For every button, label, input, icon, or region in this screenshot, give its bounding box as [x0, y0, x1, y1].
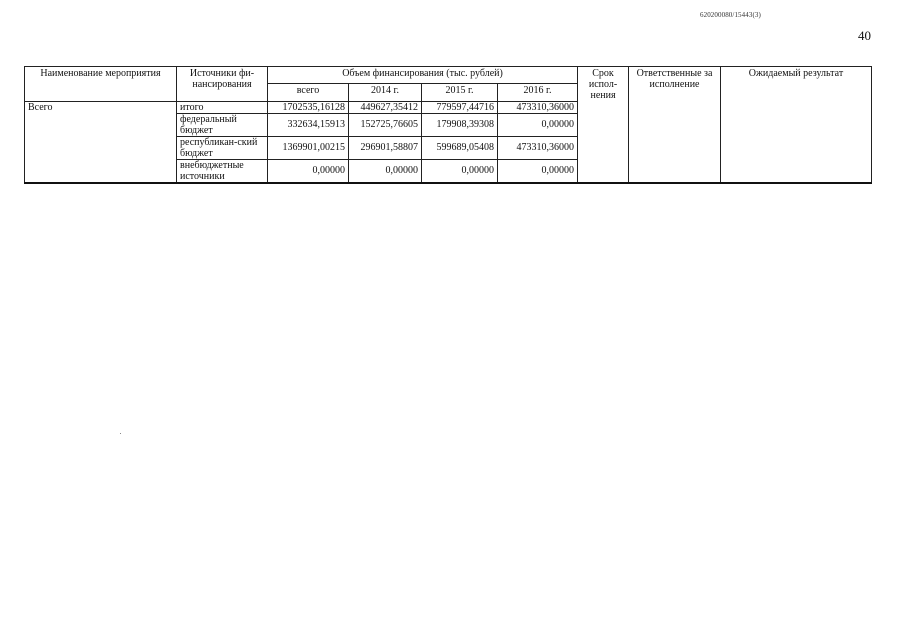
document-code: 620200080/15443(3)	[700, 11, 761, 19]
table-row	[25, 101, 872, 113]
scan-speck	[120, 433, 121, 434]
header-expected-result: Ожидаемый результат	[721, 67, 872, 102]
deadline-cell	[578, 101, 629, 183]
y2016-cell: 0,00000	[498, 159, 578, 183]
y2015-cell: 779597,44716	[422, 101, 498, 113]
source-cell: федеральный бюджет	[177, 113, 268, 136]
responsible-cell	[629, 101, 721, 183]
y2015-cell: 0,00000	[422, 159, 498, 183]
y2016-cell: 473310,36000	[498, 136, 578, 159]
y2015-cell: 179908,39308	[422, 113, 498, 136]
y2014-cell: 449627,35412	[349, 101, 422, 113]
total-cell: 0,00000	[268, 159, 349, 183]
total-cell: 1369901,00215	[268, 136, 349, 159]
header-event-name: Наименование мероприятия	[25, 67, 177, 102]
event-name-cell: Всего	[25, 101, 177, 183]
header-2016: 2016 г.	[498, 84, 578, 101]
y2015-cell: 599689,05408	[422, 136, 498, 159]
financing-table	[24, 66, 872, 184]
y2014-cell: 296901,58807	[349, 136, 422, 159]
y2016-cell: 473310,36000	[498, 101, 578, 113]
page-number: 40	[858, 28, 871, 43]
header-row-1	[25, 67, 872, 84]
header-deadline: Срок испол-нения	[578, 67, 629, 102]
header-volume: Объем финансирования (тыс. рублей)	[268, 67, 578, 84]
header-2014: 2014 г.	[349, 84, 422, 101]
y2016-cell: 0,00000	[498, 113, 578, 136]
source-cell: внебюджетные источники	[177, 159, 268, 183]
source-cell: республикан-ский бюджет	[177, 136, 268, 159]
header-total: всего	[268, 84, 349, 101]
header-sources: Источники фи-нансирования	[177, 67, 268, 102]
y2014-cell: 0,00000	[349, 159, 422, 183]
source-cell: итого	[177, 101, 268, 113]
total-cell: 332634,15913	[268, 113, 349, 136]
expected-result-cell	[721, 101, 872, 183]
header-responsible: Ответственные за исполнение	[629, 67, 721, 102]
header-2015: 2015 г.	[422, 84, 498, 101]
total-cell: 1702535,16128	[268, 101, 349, 113]
y2014-cell: 152725,76605	[349, 113, 422, 136]
